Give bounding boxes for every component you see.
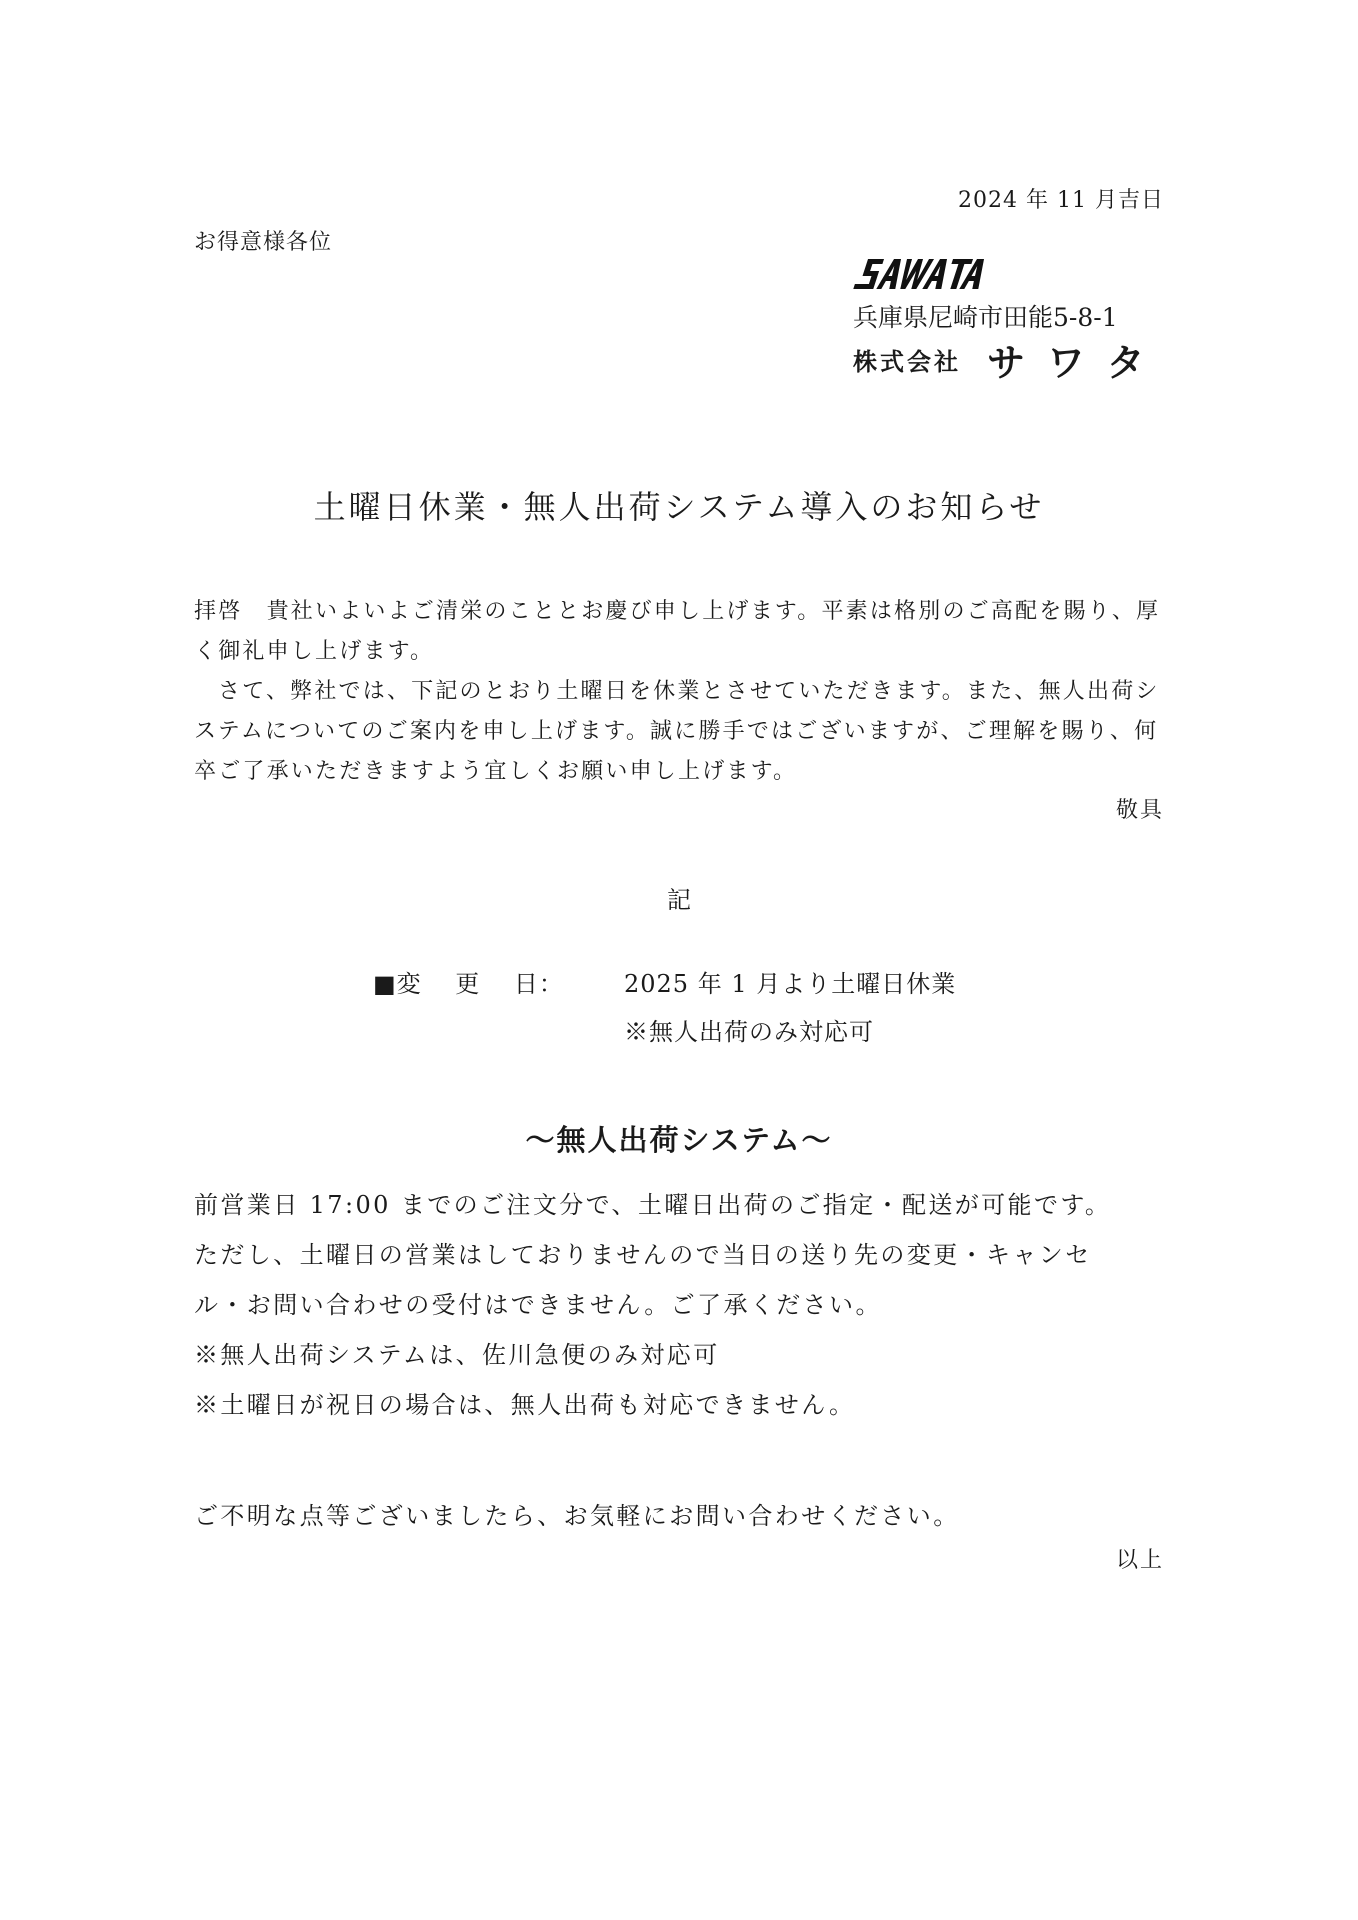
system-line: ただし、土曜日の営業はしておりませんので当日の送り先の変更・キャンセ xyxy=(194,1241,1092,1269)
inquiry-text: ご不明な点等ございましたら、お気軽にお問い合わせください。 xyxy=(194,1502,960,1530)
company-prefix: 株式会社 xyxy=(853,348,961,376)
company-logo xyxy=(853,256,985,296)
company-address: 兵庫県尼崎市田能5-8-1 xyxy=(853,303,1118,332)
change-date-label: ■変 更 日： xyxy=(373,970,564,998)
change-date-note: ※無人出荷のみ対応可 xyxy=(624,1018,874,1046)
system-line: ル・お問い合わせの受付はできません。ご了承ください。 xyxy=(194,1291,882,1319)
company-name xyxy=(853,332,1167,387)
notice-heading: 記 xyxy=(667,886,691,914)
main-paragraph: さて、弊社では、下記のとおり土曜日を休業とさせていただきます。また、無人出荷システムについてのご案内を申し上げます。誠に勝手ではございますが、ご理解を賜り、何卒ご了承いただきますよう宜しくお願い申し上げます。 xyxy=(194,679,1160,784)
greeting-paragraph: 拝啓 貴社いよいよご清栄のこととお慶び申し上げます。平素は格別のご高配を賜り、厚く御礼申し上げます。 xyxy=(194,599,1161,664)
document-date: 2024 年 11 月吉日 xyxy=(958,188,1164,213)
system-line: ※無人出荷システムは、佐川急便のみ対応可 xyxy=(194,1341,720,1369)
addressee: お得意様各位 xyxy=(194,230,333,255)
system-line: ※土曜日が祝日の場合は、無人出荷も対応できません。 xyxy=(194,1391,856,1419)
closing-keigu: 敬具 xyxy=(1115,798,1164,823)
closing-ijo: 以上 xyxy=(1115,1548,1164,1573)
system-heading: ～無人出荷システム～ xyxy=(525,1123,833,1157)
system-description xyxy=(194,1180,1174,1430)
change-date-value: 2025 年 1 月より土曜日休業 xyxy=(624,970,957,998)
document-title: 土曜日休業・無人出荷システム導入のお知らせ xyxy=(313,488,1045,526)
company-name-text: サワタ xyxy=(987,341,1167,385)
sawata-logo-graphic xyxy=(853,256,985,292)
system-line: 前営業日 17:00 までのご注文分で、土曜日出荷のご指定・配送が可能です。 xyxy=(194,1191,1112,1219)
